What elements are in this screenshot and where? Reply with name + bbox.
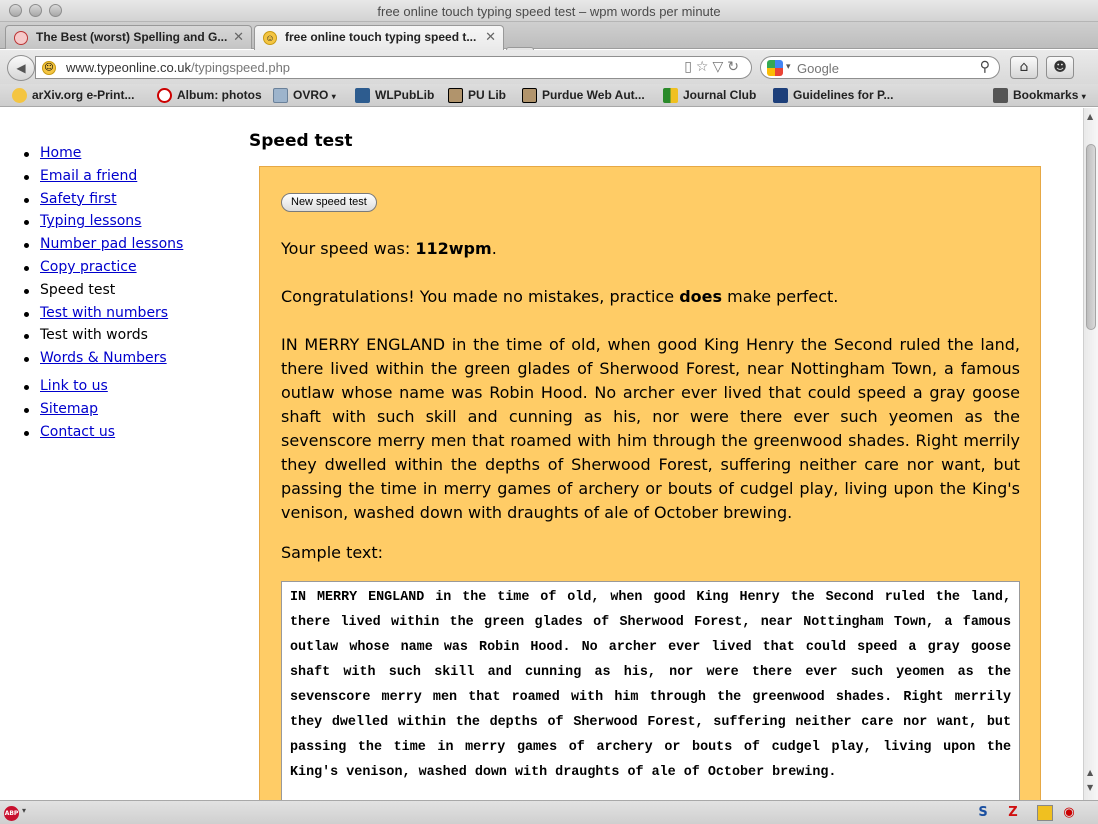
sidebar-link[interactable]: Copy practice	[40, 258, 137, 275]
sidebar-link[interactable]: Home	[40, 145, 82, 161]
bookmark-label: Purdue Web Aut...	[542, 88, 645, 102]
tab-spelling[interactable]	[5, 25, 252, 49]
smiley-icon: ☺	[263, 31, 277, 45]
sidebar-item-link-to-us[interactable]	[24, 377, 183, 400]
sidebar-item-home[interactable]	[24, 144, 183, 167]
bookmark-purdue-web[interactable]	[522, 88, 645, 102]
sidebar-link[interactable]: Sitemap	[40, 400, 98, 417]
window-title: free online touch typing speed test – wpm words per minute	[377, 4, 721, 19]
bookmark-label: Bookmarks	[1013, 88, 1079, 102]
sidebar-link[interactable]: Typing lessons	[40, 213, 142, 230]
history-dropdown-icon[interactable]: ▽	[712, 59, 728, 75]
status-bar	[0, 800, 1098, 824]
bookmarks-icon	[993, 88, 1008, 103]
congrats-prefix: Congratulations! You made no mistakes, practice	[281, 287, 680, 306]
speed-result	[281, 239, 497, 258]
purdue-icon	[522, 88, 537, 103]
close-tab-icon[interactable]: ✕	[485, 29, 496, 44]
sidebar-item-words-numbers[interactable]	[24, 349, 183, 372]
sidebar-link[interactable]: Number pad lessons	[40, 236, 184, 253]
extension-button[interactable]: ☻	[1046, 56, 1074, 79]
bookmark-arxiv[interactable]	[12, 88, 134, 102]
page-icon: ▯	[684, 59, 696, 75]
congrats-bold: does	[679, 287, 723, 306]
album-icon	[157, 88, 172, 103]
book-icon	[355, 88, 370, 103]
search-icon[interactable]: ⚲	[979, 59, 990, 75]
google-icon[interactable]	[767, 60, 783, 76]
sidebar-link[interactable]: Link to us	[40, 377, 108, 394]
tab-strip	[0, 22, 1098, 49]
reload-icon[interactable]: ↻	[727, 59, 743, 75]
engine-dropdown-icon[interactable]: ▾	[786, 62, 791, 72]
sidebar-item-number-pad-lessons[interactable]	[24, 235, 183, 258]
sample-text-box: IN MERRY ENGLAND in the time of old, when good King Henry the Second ruled the land, there lived within the green glades of Sherwood Forest, near Nottingham Town, a famous outlaw whose name was Robin Hood. No archer ever lived that could speed a gray goose shaft with such skill and cunning as his, nor were there ever such yeomen as the sevenscore merry men that roamed with him through the greenwood shades. Right merrily they dwelled within the depths of Sherwood Forest, suffering neither care nor want, but passing the time in merry games of archery or bouts of cudgel play, living upon the King's venison, washed down with draughts of ale of October brewing.	[281, 581, 1020, 800]
chevron-down-icon: ▾	[1081, 92, 1086, 101]
speed-suffix: .	[491, 239, 497, 258]
bookmark-label: WLPubLib	[375, 88, 435, 102]
tab-label: free online touch typing speed t...	[285, 30, 477, 44]
url-host: www.typeonline.co.uk	[66, 60, 192, 75]
sidebar-item-email-a-friend[interactable]	[24, 167, 183, 190]
sidebar-item-sitemap[interactable]	[24, 400, 183, 423]
adblock-icon[interactable]: ABP	[4, 806, 19, 821]
bookmark-label: Journal Club	[683, 88, 757, 102]
home-button[interactable]: ⌂	[1010, 56, 1038, 79]
url-bar[interactable]	[35, 56, 752, 79]
smiley-icon: ☺	[42, 61, 56, 75]
bookmark-wlpublib[interactable]	[355, 88, 434, 102]
nav-toolbar	[0, 50, 1098, 84]
bookmark-ovro-folder[interactable]	[273, 88, 336, 102]
sidebar-item-test-with-numbers[interactable]	[24, 304, 183, 327]
bookmark-label: Guidelines for P...	[793, 88, 894, 102]
bookmarks-bar	[0, 84, 1098, 107]
grid-icon	[663, 88, 678, 103]
sidebar-item-copy-practice[interactable]	[24, 258, 183, 281]
bookmark-star-icon[interactable]: ☆	[695, 59, 713, 75]
zotero-icon[interactable]: Z	[1008, 805, 1018, 820]
congrats-message	[281, 287, 838, 306]
note-icon[interactable]	[1037, 805, 1053, 821]
back-button[interactable]: ◀	[7, 55, 35, 81]
url-actions	[684, 59, 743, 75]
tab-label: The Best (worst) Spelling and G...	[36, 30, 228, 44]
sidebar-link[interactable]: Email a friend	[40, 167, 138, 184]
chevron-down-icon[interactable]: ▾	[22, 806, 27, 815]
bookmark-guidelines[interactable]	[773, 88, 893, 102]
purdue-icon	[448, 88, 463, 103]
scroll-up-icon[interactable]: ▲	[1087, 112, 1094, 121]
sample-text-label: Sample text:	[281, 543, 384, 562]
chevron-down-icon: ▾	[331, 92, 336, 101]
window-titlebar	[0, 0, 1098, 22]
speed-value: 112wpm	[415, 239, 492, 258]
bookmark-album[interactable]	[157, 88, 262, 102]
sidebar-item-speed-test	[24, 281, 183, 304]
addon-o-icon[interactable]: ◉	[1063, 805, 1075, 820]
search-input[interactable]	[797, 59, 972, 77]
sidebar-link[interactable]: Contact us	[40, 423, 116, 440]
congrats-suffix: make perfect.	[722, 287, 839, 306]
sidebar-item-safety-first[interactable]	[24, 190, 183, 213]
scroll-down-icon[interactable]: ▼	[1087, 783, 1094, 792]
bookmark-label: OVRO	[293, 88, 329, 102]
sidebar-item-test-with-words	[24, 326, 183, 349]
addon-s-icon[interactable]: S	[978, 805, 988, 820]
sidebar-current-label: Speed test	[40, 281, 116, 298]
sidebar-link[interactable]: Safety first	[40, 190, 117, 207]
page-viewport	[0, 108, 1083, 800]
sidebar-list	[24, 144, 183, 372]
page-scrollbar[interactable]	[1083, 108, 1098, 800]
sidebar-link[interactable]: Words & Numbers	[40, 350, 167, 367]
sidebar-link[interactable]: Test with numbers	[40, 304, 169, 321]
close-tab-icon[interactable]: ✕	[233, 29, 244, 44]
speed-test-panel	[259, 166, 1041, 800]
bookmark-journal-club[interactable]	[663, 88, 756, 102]
sidebar-item-typing-lessons[interactable]	[24, 212, 183, 235]
sidebar-list-secondary	[24, 377, 183, 445]
scroll-up-icon[interactable]: ▲	[1087, 768, 1094, 777]
typed-text: IN MERRY ENGLAND in the time of old, when good King Henry the Second ruled the land, there lived within the green glades of Sherwood Forest, near Nottingham Town, a famous outlaw whose name was Robin Hood. No archer ever lived that could speed a gray goose shaft with such skill and cunning as his, nor were there ever such yeomen as the sevenscore merry men that roamed with him through the greenwood shades. Right merrily they dwelled within the depths of Sherwood Forest, suffering neither care nor want, but passing the time in merry games of archery or bouts of cudgel play, living upon the King's venison, washed down with draughts of ale of October brewing.	[281, 335, 1020, 522]
speed-prefix: Your speed was:	[281, 239, 416, 258]
blocked-icon	[14, 31, 28, 45]
bookmark-label: Album: photos	[177, 88, 262, 102]
page-title: Speed test	[249, 131, 353, 151]
folder-icon	[273, 88, 288, 103]
sidebar-nav	[24, 144, 183, 445]
bookmark-pu-lib[interactable]	[448, 88, 506, 102]
scrollbar-thumb[interactable]	[1086, 144, 1096, 330]
search-bar	[760, 56, 1000, 79]
bookmark-label: PU Lib	[468, 88, 506, 102]
bookmarks-menu[interactable]	[993, 88, 1086, 102]
bookmark-label: arXiv.org e-Print...	[32, 88, 135, 102]
smiley-icon	[12, 88, 27, 103]
tab-typing-speed[interactable]	[254, 25, 504, 50]
url-text[interactable]	[66, 60, 290, 75]
sidebar-item-contact-us[interactable]	[24, 423, 183, 446]
nsf-icon	[773, 88, 788, 103]
sidebar-static-label: Test with words	[40, 327, 148, 344]
url-path: /typingspeed.php	[191, 60, 291, 75]
new-speed-test-button[interactable]: New speed test	[281, 193, 377, 212]
